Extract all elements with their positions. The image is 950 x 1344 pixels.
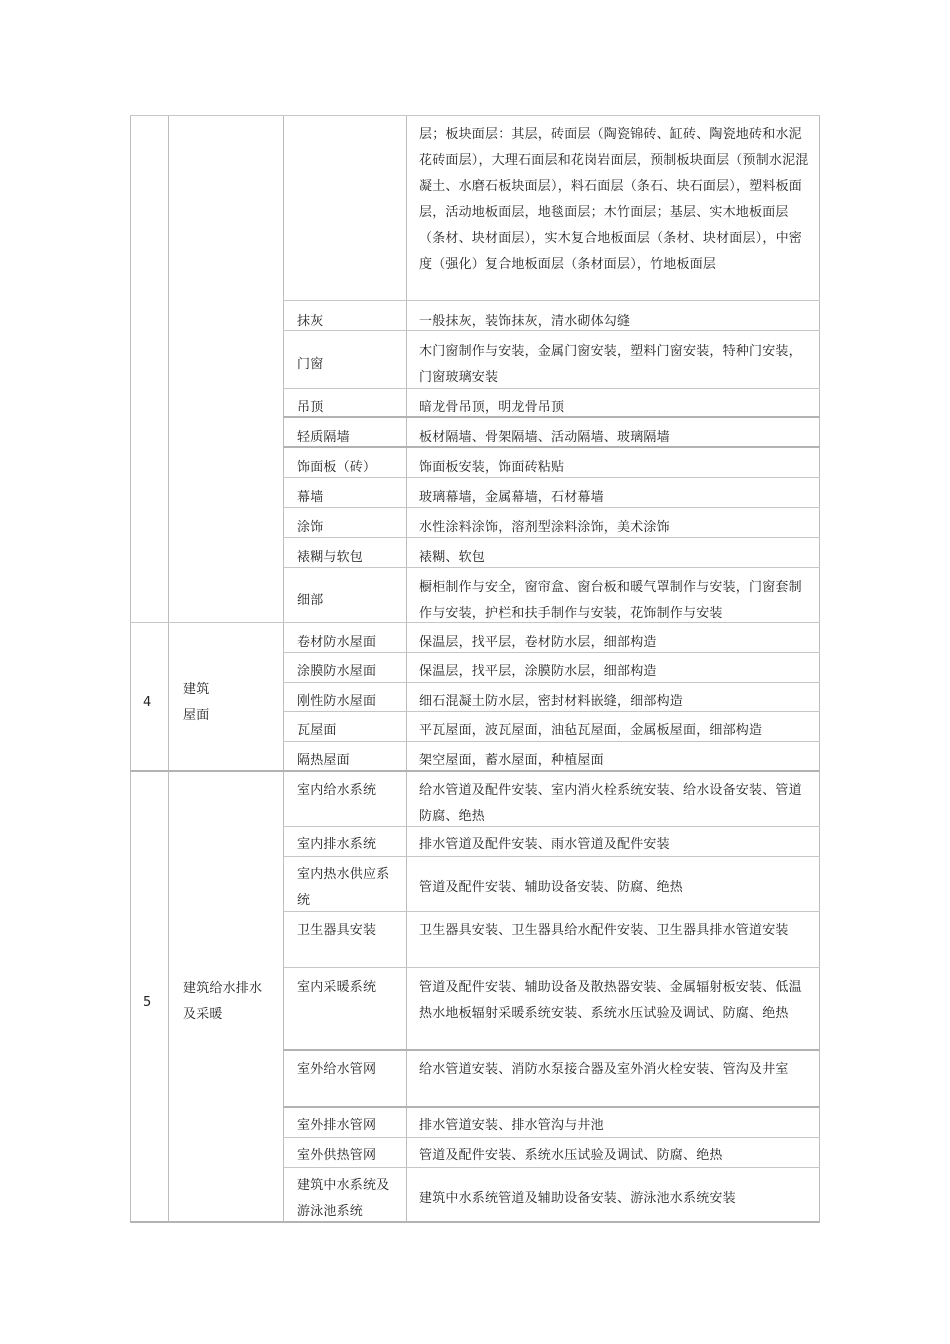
table-cell-subitem: 涂饰 bbox=[297, 520, 324, 535]
group-number: 4 bbox=[143, 695, 152, 710]
table-cell-content: 给水管道及配件安装、室内消火栓系统安装、给水设备安装、管道防腐、绝热 bbox=[419, 783, 802, 824]
row-divider bbox=[283, 300, 820, 301]
row-divider bbox=[283, 1049, 820, 1051]
table-cell-content: 平瓦屋面，波瓦屋面，油毡瓦屋面，金属板屋面，细部构造 bbox=[419, 723, 763, 738]
table-cell-content: 暗龙骨吊顶，明龙骨吊顶 bbox=[419, 400, 565, 415]
table-cell-subitem: 细部 bbox=[297, 593, 324, 608]
table-cell-subitem: 涂膜防水屋面 bbox=[297, 664, 377, 679]
table-cell-content: 饰面板安装，饰面砖粘贴 bbox=[419, 460, 565, 475]
table-cell-content: 给水管道安装、消防水泵接合器及室外消火栓安装、管沟及井室 bbox=[419, 1062, 789, 1077]
row-divider bbox=[283, 967, 820, 968]
table-border-left bbox=[130, 115, 131, 1222]
group-name: 建筑给水排水 及采暖 bbox=[183, 981, 263, 1022]
table-cell-subitem: 室内排水系统 bbox=[297, 837, 377, 852]
group-number: 5 bbox=[143, 995, 152, 1010]
table-cell-subitem: 裱糊与软包 bbox=[297, 550, 364, 565]
table-cell-content: 管道及配件安装、辅助设备安装、防腐、绝热 bbox=[419, 880, 684, 895]
table-border-right bbox=[819, 115, 820, 1222]
table-cell-content: 保温层，找平层，涂膜防水层，细部构造 bbox=[419, 664, 657, 679]
table-cell-content: 橱柜制作与安全，窗帘盒、窗台板和暖气罩制作与安装，门窗套制作与安装，护栏和扶手制作与安装，花饰制作与安装 bbox=[419, 580, 802, 621]
table-cell-content: 保温层，找平层，卷材防水层，细部构造 bbox=[419, 635, 657, 650]
row-divider bbox=[283, 1106, 820, 1108]
table-cell-content: 板材隔墙、骨架隔墙、活动隔墙、玻璃隔墙 bbox=[419, 430, 670, 445]
table-cell-subitem: 隔热屋面 bbox=[297, 753, 350, 768]
table-cell-content: 细石混凝土防水层，密封材料嵌缝，细部构造 bbox=[419, 694, 684, 709]
table-column-divider bbox=[406, 115, 407, 1222]
table-cell-content: 层；板块面层：其层，砖面层（陶瓷锦砖、缸砖、陶瓷地砖和水泥花砖面层），大理石面层和花岗岩面层，预制板块面层（预制水泥混凝土、水磨石板块面层），料石面层（条石、块石面层），塑料板面层，活动地板面层，地毯面层；木竹面层；基层、实木地板面层（条材、块材面层），实木复合地板面层（条材、块材面层），中密度（强化）复合地板面层（条材面层），竹地板面层 bbox=[419, 127, 809, 272]
table-cell-subitem: 室内采暖系统 bbox=[297, 980, 377, 995]
group-name: 建筑 屋面 bbox=[183, 682, 210, 723]
table-cell-subitem: 轻质隔墙 bbox=[297, 430, 350, 445]
table-cell-subitem: 饰面板（砖） bbox=[297, 460, 377, 475]
table-cell-content: 架空屋面，蓄水屋面，种植屋面 bbox=[419, 753, 604, 768]
table-cell-subitem: 建筑中水系统及游泳池系统 bbox=[297, 1178, 390, 1219]
table-cell-subitem: 卷材防水屋面 bbox=[297, 635, 377, 650]
table-cell-subitem: 抹灰 bbox=[297, 314, 324, 329]
table-column-divider bbox=[168, 115, 169, 1222]
table-cell-subitem: 室外供热管网 bbox=[297, 1148, 377, 1163]
table-cell-content: 排水管道及配件安装、雨水管道及配件安装 bbox=[419, 837, 670, 852]
table-cell-subitem: 室内给水系统 bbox=[297, 783, 377, 798]
table-cell-content: 水性涂料涂饰，溶剂型涂料涂饰，美术涂饰 bbox=[419, 520, 670, 535]
table-cell-content: 管道及配件安装、系统水压试验及调试、防腐、绝热 bbox=[419, 1148, 723, 1163]
table-cell-content: 一般抹灰，装饰抹灰，清水砌体勾缝 bbox=[419, 314, 631, 329]
table-cell-subitem: 门窗 bbox=[297, 357, 324, 372]
table-cell-content: 建筑中水系统管道及辅助设备安装、游泳池水系统安装 bbox=[419, 1191, 736, 1206]
table-cell-content: 管道及配件安装、辅助设备及散热器安装、金属辐射板安装、低温热水地板辐射采暖系统安装、系统水压试验及调试、防腐、绝热 bbox=[419, 980, 802, 1021]
table-border-bottom bbox=[130, 1221, 820, 1223]
table-cell-subitem: 室内热水供应系统 bbox=[297, 867, 390, 908]
table-cell-content: 排水管道安装、排水管沟与井池 bbox=[419, 1118, 604, 1133]
table-cell-subitem: 室外排水管网 bbox=[297, 1118, 377, 1133]
table-cell-subitem: 吊顶 bbox=[297, 400, 324, 415]
table-cell-content: 裱糊、软包 bbox=[419, 550, 486, 565]
table-cell-subitem: 室外给水管网 bbox=[297, 1062, 377, 1077]
table-cell-content: 玻璃幕墙，金属幕墙，石材幕墙 bbox=[419, 490, 604, 505]
table-cell-subitem: 卫生器具安装 bbox=[297, 923, 377, 938]
table-cell-subitem: 刚性防水屋面 bbox=[297, 694, 377, 709]
table-cell-content: 卫生器具安装、卫生器具给水配件安装、卫生器具排水管道安装 bbox=[419, 923, 789, 938]
table-border-top bbox=[130, 115, 820, 116]
table-cell-subitem: 幕墙 bbox=[297, 490, 324, 505]
table-cell-subitem: 瓦屋面 bbox=[297, 723, 337, 738]
table-cell-content: 木门窗制作与安装，金属门窗安装，塑料门窗安装，特种门安装，门窗玻璃安装 bbox=[419, 344, 802, 385]
table-column-divider bbox=[283, 115, 284, 1222]
